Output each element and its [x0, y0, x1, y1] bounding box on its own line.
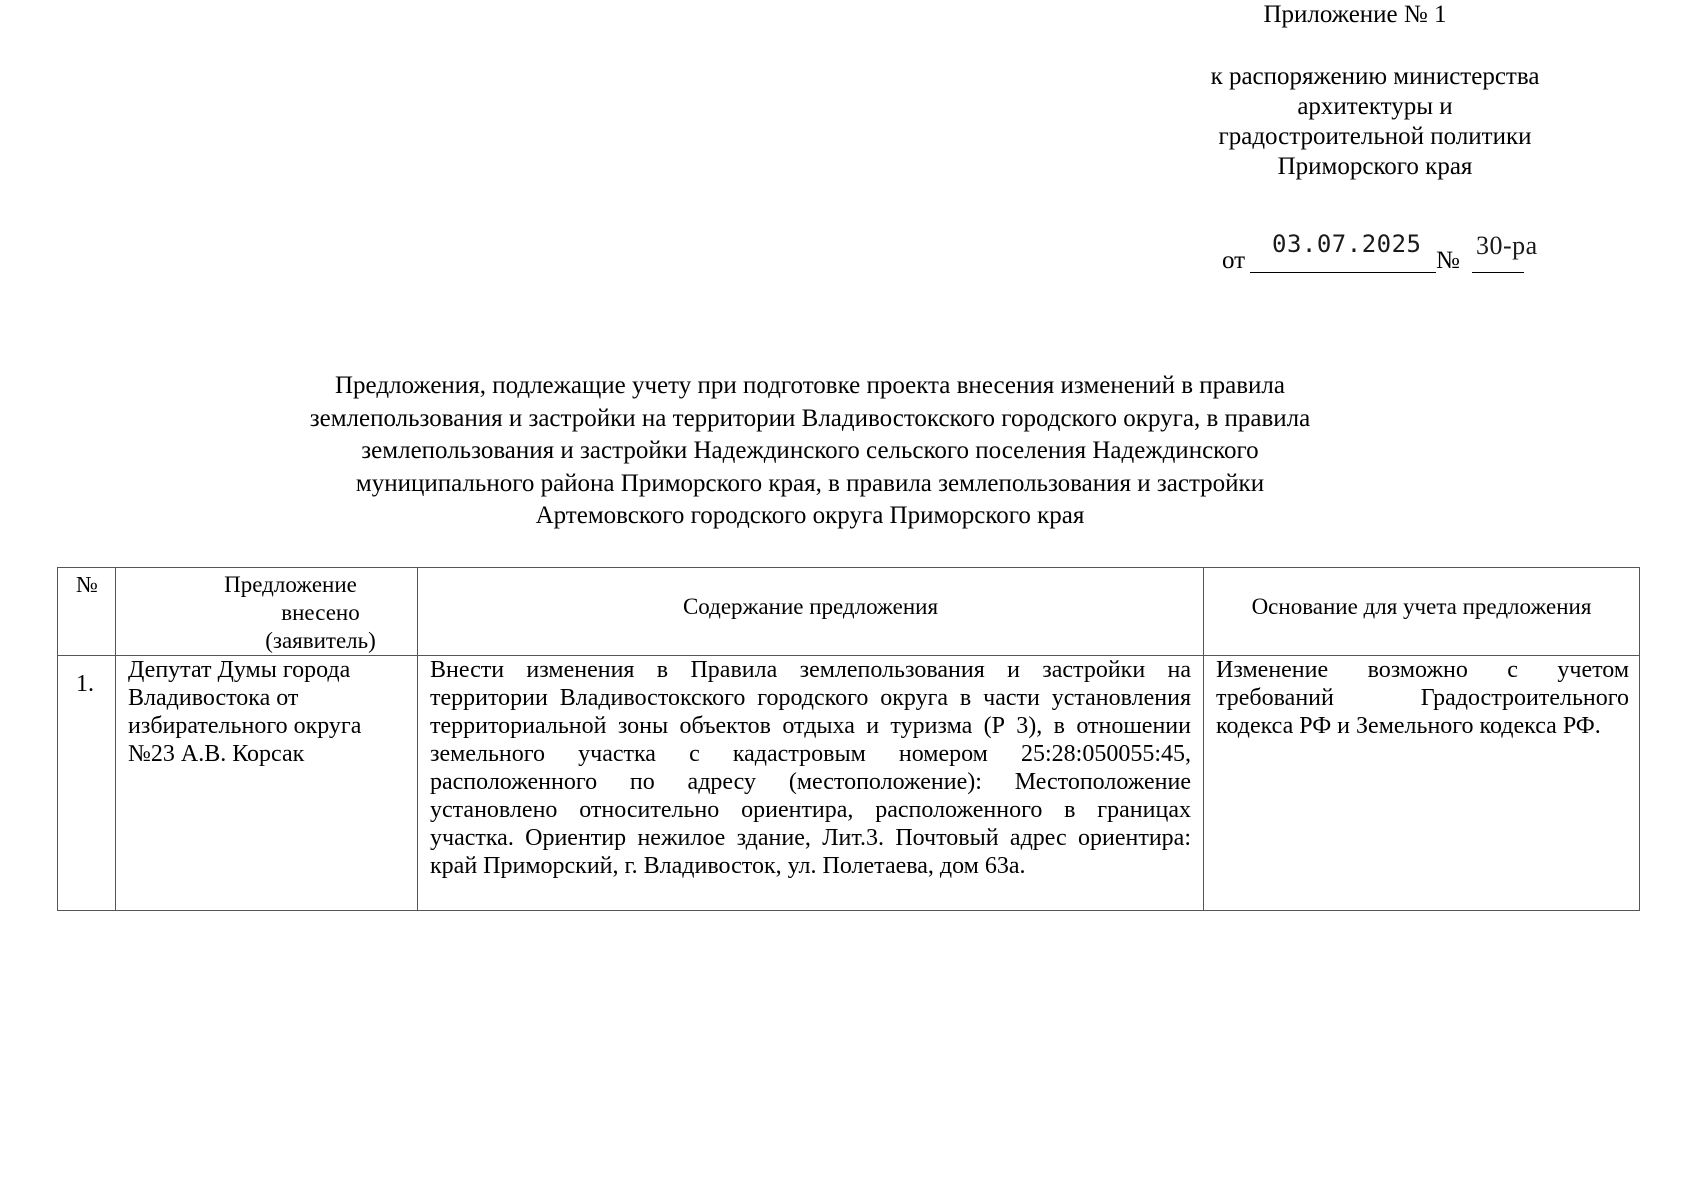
- row-basis-text: Изменение возможно с учетом требований Градостроительного кодекса РФ и Земельного кодекса РФ.: [1216, 657, 1629, 739]
- appendix-title: Приложение № 1: [1263, 1, 1447, 28]
- row-number: 1.: [58, 656, 116, 911]
- row-content: [418, 656, 1204, 911]
- order-date: 03.07.2025: [1272, 230, 1422, 258]
- header-basis: Основание для учета предложения: [1204, 568, 1640, 656]
- table-header-row: [58, 568, 1640, 656]
- appendix-line: к распоряжению министерства: [1210, 63, 1540, 90]
- appendix-line: Приморского края: [1277, 153, 1473, 180]
- from-label: от: [1222, 247, 1246, 274]
- heading-line: Артемовского городского округа Приморского края: [535, 502, 1085, 529]
- row-applicant-text: Депутат Думы города Владивостока от избирательного округа №23 А.В. Корсак: [128, 657, 362, 767]
- number-underline: [1472, 272, 1524, 273]
- document-heading: [230, 370, 1390, 533]
- header-applicant-line: внесено: [281, 600, 360, 625]
- header-applicant-line: Предложение: [224, 572, 357, 597]
- appendix-line: градостроительной политики: [1218, 123, 1532, 150]
- row-basis: [1204, 656, 1640, 911]
- table-row: [58, 656, 1640, 911]
- heading-line: землепользования и застройки на территории Владивостокского городского округа, в правила: [309, 404, 1311, 432]
- header-applicant-line: (заявитель): [265, 628, 376, 653]
- heading-line: землепользования и застройки Надеждинского сельского поселения Надеждинского: [361, 437, 1259, 464]
- header-content: Содержание предложения: [418, 568, 1204, 656]
- number-label: №: [1436, 247, 1460, 274]
- heading-line: муниципального района Приморского края, в правила землепользования и застройки: [355, 469, 1265, 497]
- appendix-reference: [1170, 62, 1580, 182]
- proposals-table: [57, 567, 1640, 911]
- header-applicant: [116, 568, 418, 656]
- order-number: 30-ра: [1476, 231, 1538, 260]
- appendix-line: архитектуры и: [1297, 93, 1453, 120]
- header-number: №: [58, 568, 116, 656]
- date-underline: [1250, 272, 1436, 273]
- row-applicant: [116, 656, 418, 911]
- heading-line: Предложения, подлежащие учету при подготовке проекта внесения изменений в правила: [335, 372, 1285, 399]
- row-content-text: Внести изменения в Правила землепользования и застройки на территории Владивостокского городского округа в части установления территориальной зоны объектов отдыха и туризма (Р 3), в отношении земельного участка с кадастровым номером 25:28:050055:45, расположенного по адресу (местоположение): Местоположение установлено относительно ориентира, расположенного в границах участка. Ориентир нежилое здание, Лит.3. Почтовый адрес ориентира: край Приморский, г. Владивосток, ул. Полетаева, дом 63а.: [430, 657, 1191, 879]
